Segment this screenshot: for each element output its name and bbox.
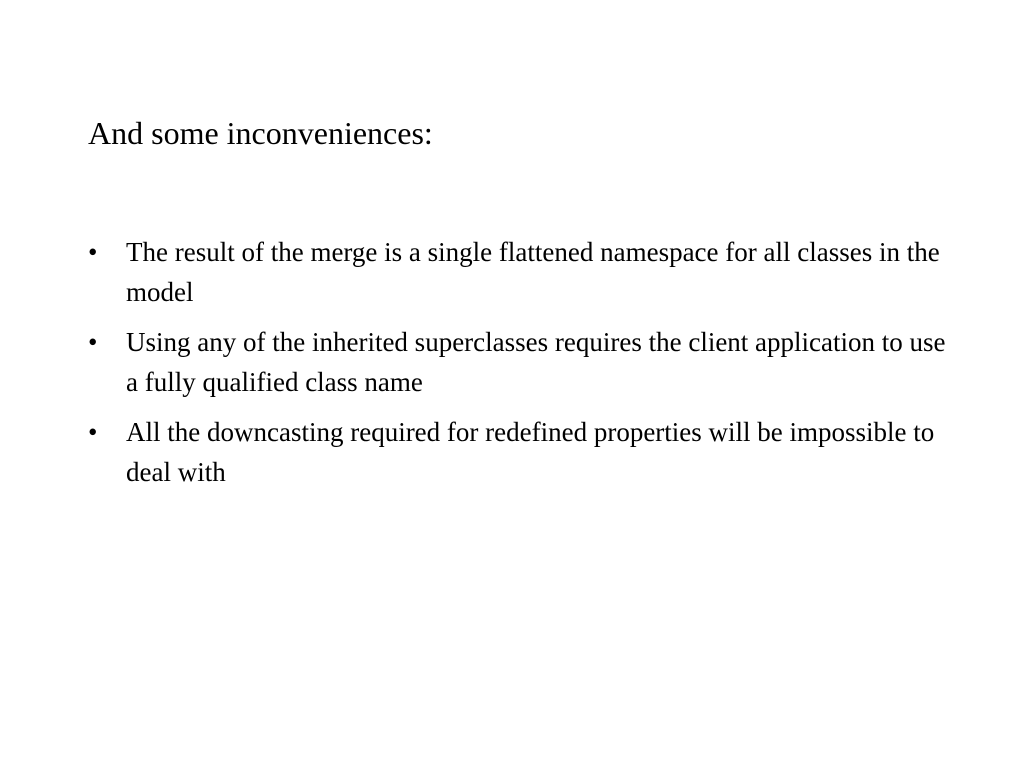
bullet-marker: • (88, 417, 98, 447)
bullet-item-qualified-class-name (88, 322, 948, 402)
bullet-text: Using any of the inherited superclasses requires the client application to use a fully qualified class name (126, 327, 946, 397)
bullet-marker: • (88, 327, 98, 357)
bullet-list (88, 232, 948, 502)
bullet-marker: • (88, 237, 98, 267)
bullet-text: All the downcasting required for redefined properties will be impossible to deal with (126, 417, 935, 487)
bullet-text: The result of the merge is a single flattened namespace for all classes in the model (126, 237, 940, 307)
slide-title: And some inconveniences: (88, 115, 433, 151)
bullet-item-downcasting (88, 412, 948, 492)
bullet-item-merge-namespace (88, 232, 948, 312)
